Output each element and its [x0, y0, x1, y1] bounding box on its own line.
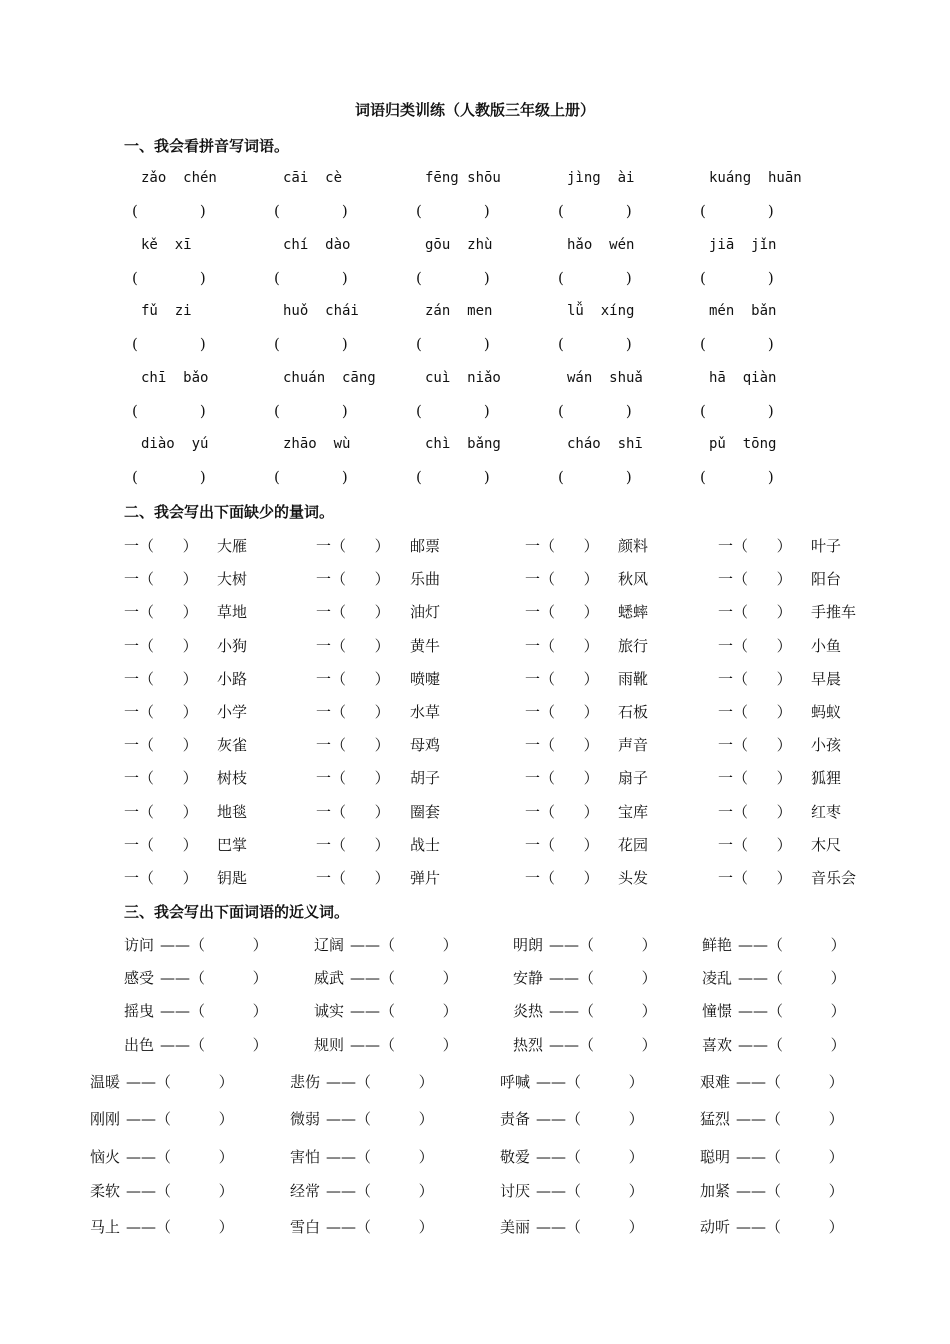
answer-blank[interactable]: ( ) [700, 202, 774, 220]
synonym-word: 责备 [500, 1110, 531, 1128]
synonym-word: 恼火 [90, 1148, 121, 1166]
synonym-blank[interactable]: ——（ ） [350, 936, 458, 954]
measure-word-blank[interactable]: 一（ ） [525, 836, 599, 854]
synonym-blank[interactable]: ——（ ） [160, 1002, 268, 1020]
synonym-word: 悲伤 [290, 1073, 321, 1091]
measure-word-blank[interactable]: 一（ ） [525, 603, 599, 621]
measure-word-blank[interactable]: 一（ ） [124, 703, 198, 721]
pinyin-row [0, 436, 950, 456]
pinyin-word: fēng shōu [425, 170, 501, 186]
synonym-word: 呼喊 [500, 1073, 531, 1091]
synonym-row [0, 1034, 950, 1054]
measure-word-blank[interactable]: 一（ ） [316, 836, 390, 854]
pinyin-word: jiā jǐn [709, 237, 777, 253]
synonym-blank[interactable]: ——（ ） [736, 1110, 844, 1128]
measure-word-blank[interactable]: 一（ ） [718, 803, 792, 821]
synonym-word: 微弱 [290, 1110, 321, 1128]
answer-blank[interactable]: ( ) [274, 468, 348, 486]
synonym-blank[interactable]: ——（ ） [536, 1218, 644, 1236]
noun-word: 头发 [618, 869, 649, 887]
synonym-blank[interactable]: ——（ ） [350, 1002, 458, 1020]
pinyin-word: gōu zhù [425, 237, 493, 253]
synonym-word: 柔软 [90, 1182, 121, 1200]
noun-word: 大雁 [217, 537, 248, 555]
measure-word-blank[interactable]: 一（ ） [525, 570, 599, 588]
measure-word-blank[interactable]: 一（ ） [718, 537, 792, 555]
answer-blank[interactable]: ( ) [132, 402, 206, 420]
pinyin-word: fǔ zi [141, 303, 192, 319]
section-heading-pinyin: 一、我会看拼音写词语。 [124, 137, 290, 155]
answer-blank[interactable]: ( ) [132, 202, 206, 220]
synonym-blank[interactable]: ——（ ） [536, 1073, 644, 1091]
synonym-blank[interactable]: ——（ ） [536, 1110, 644, 1128]
synonym-blank[interactable]: ——（ ） [126, 1148, 234, 1166]
noun-word: 阳台 [811, 570, 842, 588]
synonym-word: 凌乱 [702, 969, 733, 987]
answer-blank[interactable]: ( ) [700, 335, 774, 353]
pinyin-word: diào yú [141, 436, 209, 452]
answer-blank[interactable]: ( ) [558, 468, 632, 486]
pinyin-word: zán men [425, 303, 493, 319]
synonym-word: 马上 [90, 1218, 121, 1236]
pinyin-word: cāi cè [283, 170, 343, 186]
synonym-row [0, 934, 950, 954]
synonym-blank[interactable]: ——（ ） [326, 1218, 434, 1236]
synonym-word: 聪明 [700, 1148, 731, 1166]
pinyin-word: mén bǎn [709, 303, 777, 319]
measure-word-blank[interactable]: 一（ ） [718, 769, 792, 787]
synonym-word: 憧憬 [702, 1002, 733, 1020]
noun-word: 小学 [217, 703, 248, 721]
synonym-blank[interactable]: ——（ ） [736, 1218, 844, 1236]
noun-word: 战士 [410, 836, 441, 854]
noun-word: 巴掌 [217, 836, 248, 854]
synonym-word: 美丽 [500, 1218, 531, 1236]
measure-word-blank[interactable]: 一（ ） [718, 736, 792, 754]
synonym-word: 诚实 [314, 1002, 345, 1020]
synonym-blank[interactable]: ——（ ） [738, 1002, 846, 1020]
noun-word: 旅行 [618, 637, 649, 655]
measure-word-blank[interactable]: 一（ ） [718, 670, 792, 688]
noun-word: 大树 [217, 570, 248, 588]
synonym-word: 感受 [124, 969, 155, 987]
measure-word-blank[interactable]: 一（ ） [124, 836, 198, 854]
pinyin-row [0, 237, 950, 257]
noun-word: 喷嚏 [410, 670, 441, 688]
measure-word-blank[interactable]: 一（ ） [718, 869, 792, 887]
measure-word-blank[interactable]: 一（ ） [124, 603, 198, 621]
synonym-blank[interactable]: ——（ ） [126, 1110, 234, 1128]
noun-word: 油灯 [410, 603, 441, 621]
noun-word: 黄牛 [410, 637, 441, 655]
measure-word-blank[interactable]: 一（ ） [718, 836, 792, 854]
noun-word: 地毯 [217, 803, 248, 821]
pinyin-word: lǚ xíng [567, 303, 635, 319]
measure-word-row [0, 668, 950, 688]
measure-word-blank[interactable]: 一（ ） [718, 603, 792, 621]
pinyin-row [0, 170, 950, 190]
synonym-blank[interactable]: ——（ ） [160, 1036, 268, 1054]
measure-word-blank[interactable]: 一（ ） [124, 869, 198, 887]
noun-word: 木尺 [811, 836, 842, 854]
noun-word: 秋风 [618, 570, 649, 588]
measure-word-blank[interactable]: 一（ ） [124, 769, 198, 787]
noun-word: 钥匙 [217, 869, 248, 887]
pinyin-word: chí dào [283, 237, 351, 253]
measure-word-blank[interactable]: 一（ ） [124, 637, 198, 655]
noun-word: 胡子 [410, 769, 441, 787]
measure-word-row [0, 601, 950, 621]
pinyin-word: zǎo chén [141, 170, 217, 186]
synonym-blank[interactable]: ——（ ） [326, 1148, 434, 1166]
measure-word-row [0, 701, 950, 721]
noun-word: 小狗 [217, 637, 248, 655]
answer-blank-row [0, 335, 950, 355]
measure-word-blank[interactable]: 一（ ） [525, 769, 599, 787]
measure-word-blank[interactable]: 一（ ） [718, 637, 792, 655]
synonym-word: 出色 [124, 1036, 155, 1054]
measure-word-row [0, 867, 950, 887]
measure-word-row [0, 734, 950, 754]
synonym-blank[interactable]: ——（ ） [549, 969, 657, 987]
pinyin-word: kě xī [141, 237, 192, 253]
synonym-blank[interactable]: ——（ ） [738, 969, 846, 987]
synonym-word: 害怕 [290, 1148, 321, 1166]
noun-word: 手推车 [811, 603, 857, 621]
synonym-word: 威武 [314, 969, 345, 987]
synonym-word: 喜欢 [702, 1036, 733, 1054]
pinyin-word: huǒ chái [283, 303, 359, 319]
pinyin-word: cuì niǎo [425, 370, 501, 386]
answer-blank[interactable]: ( ) [558, 269, 632, 287]
synonym-blank[interactable]: ——（ ） [350, 1036, 458, 1054]
measure-word-blank[interactable]: 一（ ） [124, 670, 198, 688]
measure-word-blank[interactable]: 一（ ） [316, 570, 390, 588]
synonym-word: 炎热 [513, 1002, 544, 1020]
synonym-blank[interactable]: ——（ ） [350, 969, 458, 987]
synonym-word: 雪白 [290, 1218, 321, 1236]
answer-blank-row [0, 202, 950, 222]
synonym-word: 敬爱 [500, 1148, 531, 1166]
noun-word: 灰雀 [217, 736, 248, 754]
noun-word: 红枣 [811, 803, 842, 821]
synonym-blank[interactable]: ——（ ） [536, 1148, 644, 1166]
measure-word-blank[interactable]: 一（ ） [316, 869, 390, 887]
noun-word: 小路 [217, 670, 248, 688]
synonym-row [0, 967, 950, 987]
answer-blank[interactable]: ( ) [558, 402, 632, 420]
synonym-word: 刚刚 [90, 1110, 121, 1128]
noun-word: 扇子 [618, 769, 649, 787]
answer-blank[interactable]: ( ) [132, 335, 206, 353]
synonym-blank[interactable]: ——（ ） [126, 1073, 234, 1091]
pinyin-word: hā qiàn [709, 370, 777, 386]
synonym-word: 辽阔 [314, 936, 345, 954]
synonym-blank[interactable]: ——（ ） [160, 969, 268, 987]
synonym-word: 猛烈 [700, 1110, 731, 1128]
pinyin-word: zhāo wù [283, 436, 351, 452]
synonym-row [0, 1146, 950, 1166]
synonym-blank[interactable]: ——（ ） [738, 936, 846, 954]
measure-word-blank[interactable]: 一（ ） [316, 769, 390, 787]
answer-blank[interactable]: ( ) [558, 335, 632, 353]
answer-blank[interactable]: ( ) [416, 202, 490, 220]
answer-blank[interactable]: ( ) [416, 269, 490, 287]
measure-word-blank[interactable]: 一（ ） [316, 670, 390, 688]
answer-blank[interactable]: ( ) [274, 335, 348, 353]
synonym-word: 鲜艳 [702, 936, 733, 954]
noun-word: 音乐会 [811, 869, 857, 887]
answer-blank-row [0, 468, 950, 488]
noun-word: 弹片 [410, 869, 441, 887]
measure-word-blank[interactable]: 一（ ） [124, 537, 198, 555]
pinyin-word: chī bǎo [141, 370, 209, 386]
measure-word-blank[interactable]: 一（ ） [525, 670, 599, 688]
pinyin-word: pǔ tōng [709, 436, 777, 452]
synonym-word: 讨厌 [500, 1182, 531, 1200]
measure-word-row [0, 568, 950, 588]
measure-word-blank[interactable]: 一（ ） [316, 537, 390, 555]
noun-word: 邮票 [410, 537, 441, 555]
noun-word: 叶子 [811, 537, 842, 555]
measure-word-row [0, 635, 950, 655]
pinyin-word: chuán cāng [283, 370, 376, 386]
noun-word: 乐曲 [410, 570, 441, 588]
answer-blank-row [0, 269, 950, 289]
synonym-blank[interactable]: ——（ ） [126, 1182, 234, 1200]
measure-word-blank[interactable]: 一（ ） [525, 537, 599, 555]
measure-word-blank[interactable]: 一（ ） [525, 803, 599, 821]
answer-blank[interactable]: ( ) [274, 402, 348, 420]
measure-word-blank[interactable]: 一（ ） [718, 703, 792, 721]
pinyin-word: cháo shī [567, 436, 643, 452]
measure-word-blank[interactable]: 一（ ） [525, 869, 599, 887]
synonym-word: 安静 [513, 969, 544, 987]
synonym-word: 摇曳 [124, 1002, 155, 1020]
noun-word: 母鸡 [410, 736, 441, 754]
answer-blank[interactable]: ( ) [274, 269, 348, 287]
synonym-word: 热烈 [513, 1036, 544, 1054]
answer-blank[interactable]: ( ) [558, 202, 632, 220]
answer-blank[interactable]: ( ) [274, 202, 348, 220]
synonym-word: 动听 [700, 1218, 731, 1236]
pinyin-word: wán shuǎ [567, 370, 643, 386]
synonym-blank[interactable]: ——（ ） [736, 1182, 844, 1200]
pinyin-word: chì bǎng [425, 436, 501, 452]
answer-blank[interactable]: ( ) [132, 269, 206, 287]
noun-word: 小孩 [811, 736, 842, 754]
noun-word: 花园 [618, 836, 649, 854]
measure-word-blank[interactable]: 一（ ） [124, 736, 198, 754]
answer-blank[interactable]: ( ) [700, 402, 774, 420]
measure-word-blank[interactable]: 一（ ） [525, 637, 599, 655]
synonym-blank[interactable]: ——（ ） [738, 1036, 846, 1054]
noun-word: 狐狸 [811, 769, 842, 787]
measure-word-blank[interactable]: 一（ ） [718, 570, 792, 588]
noun-word: 早晨 [811, 670, 842, 688]
measure-word-blank[interactable]: 一（ ） [316, 703, 390, 721]
synonym-row [0, 1071, 950, 1091]
synonym-blank[interactable]: ——（ ） [126, 1218, 234, 1236]
answer-blank[interactable]: ( ) [700, 468, 774, 486]
pinyin-word: hǎo wén [567, 237, 635, 253]
synonym-row [0, 1216, 950, 1236]
noun-word: 圈套 [410, 803, 441, 821]
synonym-word: 温暖 [90, 1073, 121, 1091]
measure-word-row [0, 834, 950, 854]
synonym-word: 规则 [314, 1036, 345, 1054]
synonym-blank[interactable]: ——（ ） [326, 1073, 434, 1091]
noun-word: 颜料 [618, 537, 649, 555]
noun-word: 水草 [410, 703, 441, 721]
synonym-blank[interactable]: ——（ ） [549, 936, 657, 954]
section-heading-synonyms: 三、我会写出下面词语的近义词。 [124, 903, 350, 921]
measure-word-blank[interactable]: 一（ ） [124, 570, 198, 588]
noun-word: 声音 [618, 736, 649, 754]
measure-word-blank[interactable]: 一（ ） [124, 803, 198, 821]
measure-word-row [0, 767, 950, 787]
synonym-blank[interactable]: ——（ ） [160, 936, 268, 954]
synonym-blank[interactable]: ——（ ） [549, 1002, 657, 1020]
measure-word-blank[interactable]: 一（ ） [316, 803, 390, 821]
measure-word-blank[interactable]: 一（ ） [316, 736, 390, 754]
pinyin-word: jìng ài [567, 170, 635, 186]
noun-word: 雨靴 [618, 670, 649, 688]
synonym-row [0, 1108, 950, 1128]
noun-word: 小鱼 [811, 637, 842, 655]
answer-blank[interactable]: ( ) [416, 335, 490, 353]
synonym-blank[interactable]: ——（ ） [326, 1182, 434, 1200]
section-heading-measure-words: 二、我会写出下面缺少的量词。 [124, 503, 335, 521]
synonym-word: 访问 [124, 936, 155, 954]
pinyin-word: kuáng huān [709, 170, 802, 186]
measure-word-blank[interactable]: 一（ ） [316, 637, 390, 655]
synonym-word: 艰难 [700, 1073, 731, 1091]
synonym-row [0, 1180, 950, 1200]
synonym-blank[interactable]: ——（ ） [326, 1110, 434, 1128]
synonym-row [0, 1000, 950, 1020]
page-title: 词语归类训练（人教版三年级上册） [354, 101, 595, 119]
answer-blank[interactable]: ( ) [416, 468, 490, 486]
noun-word: 蟋蟀 [618, 603, 649, 621]
synonym-word: 经常 [290, 1182, 321, 1200]
noun-word: 石板 [618, 703, 649, 721]
measure-word-row [0, 535, 950, 555]
pinyin-row [0, 370, 950, 390]
synonym-blank[interactable]: ——（ ） [736, 1073, 844, 1091]
synonym-blank[interactable]: ——（ ） [549, 1036, 657, 1054]
noun-word: 树枝 [217, 769, 248, 787]
synonym-word: 加紧 [700, 1182, 731, 1200]
measure-word-row [0, 801, 950, 821]
pinyin-row [0, 303, 950, 323]
noun-word: 草地 [217, 603, 248, 621]
measure-word-blank[interactable]: 一（ ） [316, 603, 390, 621]
noun-word: 蚂蚁 [811, 703, 842, 721]
synonym-blank[interactable]: ——（ ） [536, 1182, 644, 1200]
synonym-blank[interactable]: ——（ ） [736, 1148, 844, 1166]
measure-word-blank[interactable]: 一（ ） [525, 703, 599, 721]
noun-word: 宝库 [618, 803, 649, 821]
synonym-word: 明朗 [513, 936, 544, 954]
answer-blank-row [0, 402, 950, 422]
answer-blank[interactable]: ( ) [132, 468, 206, 486]
answer-blank[interactable]: ( ) [700, 269, 774, 287]
measure-word-blank[interactable]: 一（ ） [525, 736, 599, 754]
answer-blank[interactable]: ( ) [416, 402, 490, 420]
